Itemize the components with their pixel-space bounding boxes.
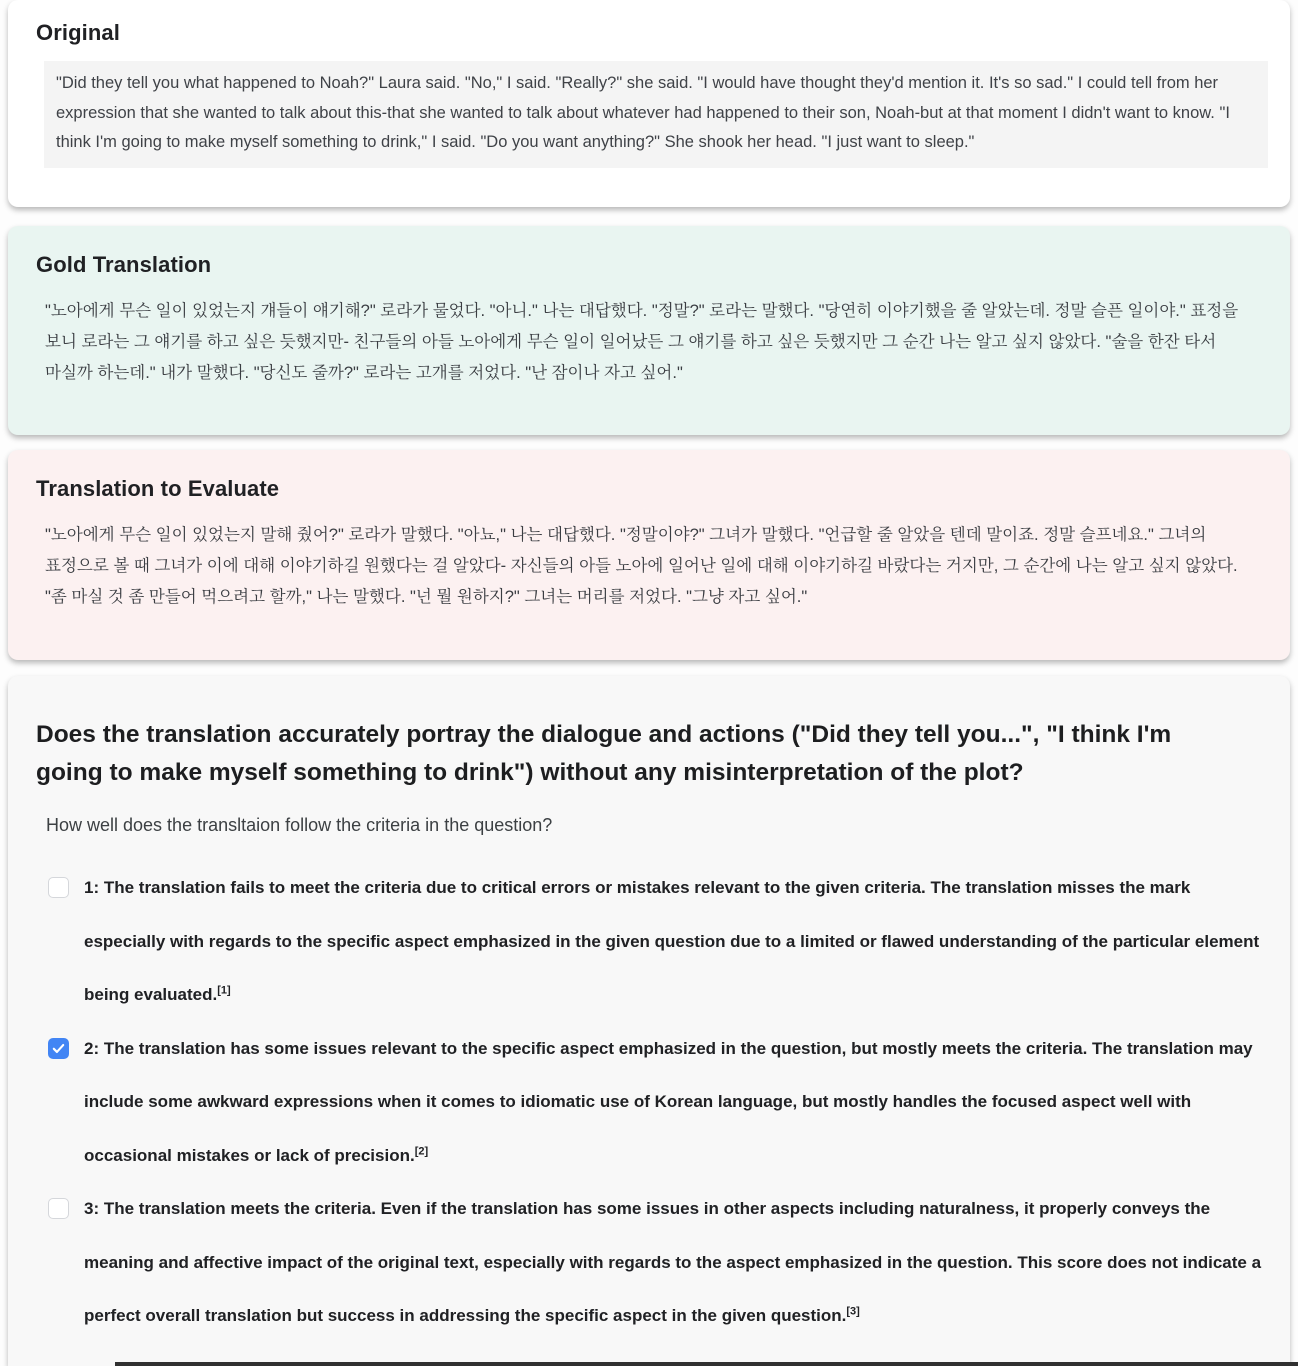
rating-option-3-label xyxy=(84,1182,1262,1343)
original-title: Original xyxy=(36,20,120,45)
rating-option-2-superscript: [2] xyxy=(414,1144,429,1157)
rating-option-3-superscript: [3] xyxy=(846,1305,860,1318)
translation-to-evaluate-text: "노아에게 무슨 일이 있었는지 말해 줬어?" 로라가 말했다. "아뇨," 나는 대답했다. "정말이야?" 그녀가 말했다. "언급할 줄 알았을 텐데 말이죠. 정말 슬프네요." 그녀의 표정으로 볼 때 그녀가 이에 대해 이야기하길 원했다는 걸 알았다- 자신들의 아들 노아에 일어난 일에 대해 이야기하길 바랐다는 거지만, 그 순간에 나는 알고 싶지 않았다. "좀 마실 것 좀 만들어 먹으려고 할까," 나는 말했다. "넌 뭘 원하지?" 그녀는 머리를 저었다. "그냥 자고 싶어." xyxy=(45,526,1238,606)
gold-translation-section xyxy=(8,226,1290,435)
rating-options xyxy=(48,861,1262,1343)
rating-option-2-label xyxy=(84,1022,1262,1183)
rating-option-2[interactable] xyxy=(48,1022,1262,1183)
rating-option-1-superscript: [1] xyxy=(217,984,231,997)
translation-to-evaluate-section xyxy=(8,450,1290,660)
rating-option-3-text: 3: The translation meets the criteria. Even if the translation has some issues in other aspects including naturalness, it properly conveys the meaning and affective impact of the original text, especially with regards to the aspect emphasized in the question. This score does not indicate a perfect overall translation but success in addressing the specific aspect in the given question. xyxy=(84,1199,1262,1325)
question-prompt: How well does the transltaion follow the criteria in the question? xyxy=(46,815,553,835)
rating-checkbox-2[interactable] xyxy=(48,1038,69,1059)
original-section xyxy=(8,0,1290,207)
rating-checkbox-3[interactable] xyxy=(48,1198,69,1219)
rating-option-1-text: 1: The translation fails to meet the criteria due to critical errors or mistakes relevant to the given criteria. The translation misses the mark especially with regards to the specific aspect emphasized in the given question due to a limited or flawed understanding of the particular element being evaluated. xyxy=(84,878,1260,1004)
rating-option-3[interactable] xyxy=(48,1182,1262,1343)
question-title: Does the translation accurately portray the dialogue and actions ("Did they tell you...", "I think I'm going to make myself something to drink") without any misinterpretation of the plot? xyxy=(36,721,1172,786)
rating-checkbox-1[interactable] xyxy=(48,877,69,898)
checkmark-icon xyxy=(51,1041,66,1056)
rating-option-2-text: 2: The translation has some issues relevant to the specific aspect emphasized in the question, but mostly meets the criteria. The translation may include some awkward expressions when it comes to idiomatic use of Korean language, but mostly handles the focused aspect well with occasional mistakes or lack of precision. xyxy=(84,1038,1253,1165)
gold-translation-title: Gold Translation xyxy=(36,252,212,277)
translation-to-evaluate-title: Translation to Evaluate xyxy=(36,476,280,501)
gold-translation-text: "노아에게 무슨 일이 있었는지 걔들이 얘기해?" 로라가 물었다. "아니." 나는 대답했다. "정말?" 로라는 말했다. "당연히 이야기했을 줄 알았는데. 정말 슬픈 일이야." 표정을 보니 로라는 그 얘기를 하고 싶은 듯했지만- 친구들의 아들 노아에게 무슨 일이 일어났든 그 얘기를 하고 싶은 듯했지만 그 순간 나는 알고 싶지 않았다. "술을 한잔 타서 마실까 하는데." 내가 말했다. "당신도 줄까?" 로라는 고개를 저었다. "난 잠이나 자고 싶어." xyxy=(45,302,1239,382)
rating-option-1-label xyxy=(84,861,1262,1022)
question-section xyxy=(8,676,1290,1366)
clipped-bottom-element xyxy=(115,1362,1298,1366)
rating-option-1[interactable] xyxy=(48,861,1262,1022)
original-text: "Did they tell you what happened to Noah?" Laura said. "No," I said. "Really?" she said. "I would have thought they'd mention it. It's so sad." I could tell from her expression that she wanted to talk about this-that she wanted to talk about whatever had happened to their son, Noah-but at that moment I didn't want to know. "I think I'm going to make myself something to drink," I said. "Do you want anything?" She shook her head. "I just want to sleep." xyxy=(44,61,1268,168)
